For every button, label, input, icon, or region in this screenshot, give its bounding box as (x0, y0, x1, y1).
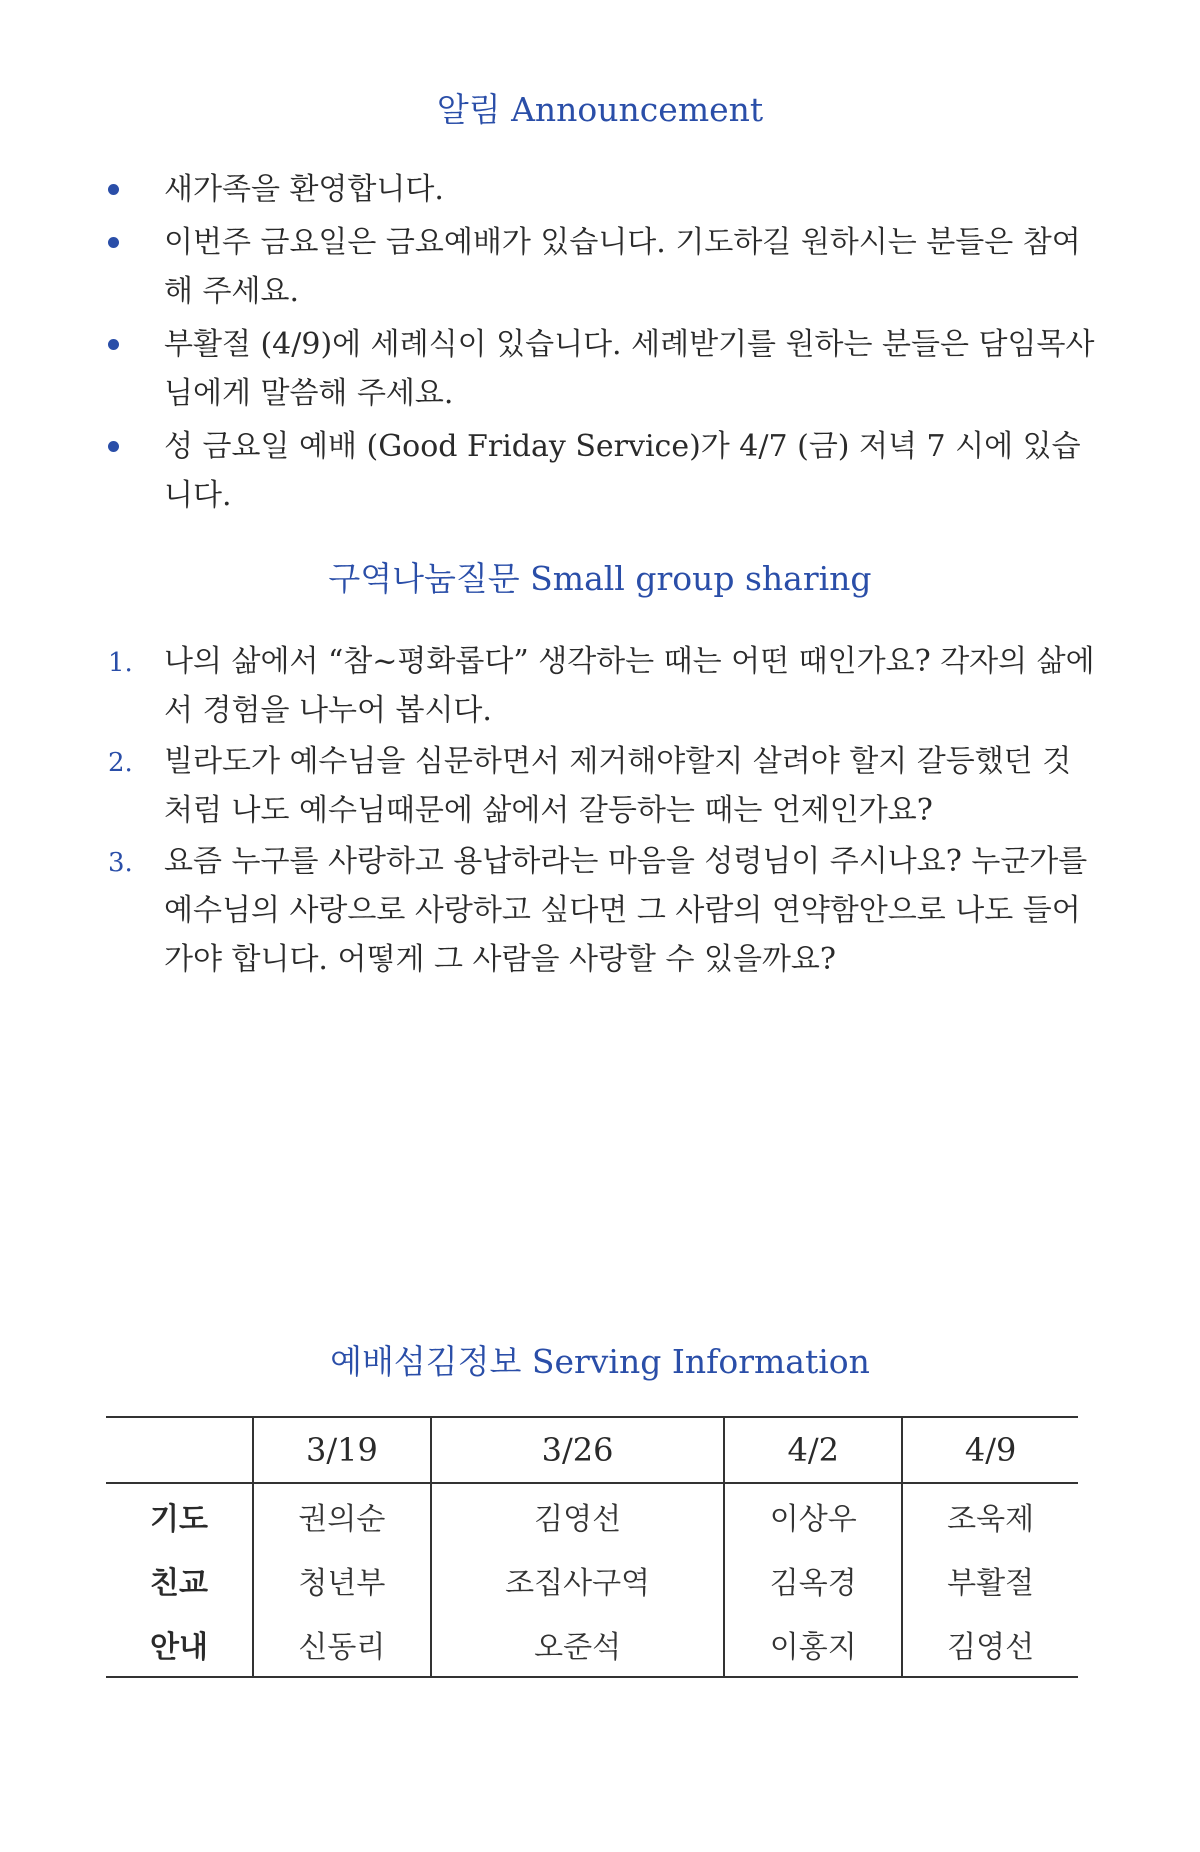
announcement-text: 새가족을 환영합니다. (164, 172, 444, 207)
announcement-heading: 알림 Announcement (436, 90, 764, 129)
list-item (108, 737, 1108, 835)
announcement-text: 성 금요일 예배 (Good Friday Service)가 4/7 (금) 저녁 7 시에 있습니다. (164, 429, 1081, 513)
table-header-row (106, 1417, 1078, 1483)
date-header: 3/19 (253, 1417, 431, 1483)
question-text: 빌라도가 예수님을 심문하면서 제거해야할지 살려야 할지 갈등했던 것 처럼 나도 예수님때문에 삶에서 갈등하는 때는 언제인가요? (164, 744, 1072, 828)
name-cell: 권의순 (253, 1483, 431, 1548)
list-item (108, 837, 1108, 984)
name-cell: 부활절 (902, 1548, 1078, 1612)
announcement-text: 부활절 (4/9)에 세례식이 있습니다. 세례받기를 원하는 분들은 담임목사님에게 말씀해 주세요. (164, 327, 1095, 411)
table-row (106, 1548, 1078, 1612)
bullet-icon (108, 339, 119, 350)
name-cell: 조집사구역 (431, 1548, 725, 1612)
list-item (108, 320, 1108, 418)
role-label: 기도 (150, 1502, 208, 1537)
announcement-text: 이번주 금요일은 금요예배가 있습니다. 기도하길 원하시는 분들은 참여해 주세요. (164, 225, 1081, 309)
name-cell: 신동리 (253, 1612, 431, 1677)
question-text: 나의 삶에서 “참~평화롭다” 생각하는 때는 어떤 때인가요? 각자의 삶에서 경험을 나누어 봅시다. (164, 644, 1095, 728)
serving-table (106, 1416, 1078, 1678)
list-item (108, 165, 1108, 214)
sharing-question-list (108, 637, 1108, 986)
name-cell: 김옥경 (724, 1548, 902, 1612)
date-header: 4/2 (724, 1417, 902, 1483)
corner-cell (106, 1417, 253, 1483)
date-header: 3/26 (431, 1417, 725, 1483)
question-number: 1. (108, 648, 133, 678)
bullet-icon (108, 237, 119, 248)
bullet-icon (108, 441, 119, 452)
list-item (108, 637, 1108, 735)
date-header: 4/9 (902, 1417, 1078, 1483)
sharing-heading: 구역나눔질문 Small group sharing (328, 559, 872, 598)
list-item (108, 218, 1108, 316)
question-number: 2. (108, 748, 133, 778)
name-cell: 김영선 (902, 1612, 1078, 1677)
table-row (106, 1612, 1078, 1677)
serving-heading: 예배섬김정보 Serving Information (330, 1342, 870, 1381)
list-item (108, 422, 1108, 520)
role-label: 친교 (150, 1566, 208, 1601)
name-cell: 청년부 (253, 1548, 431, 1612)
name-cell: 조욱제 (902, 1483, 1078, 1548)
question-number: 3. (108, 848, 133, 878)
question-text: 요즘 누구를 사랑하고 용납하라는 마음을 성령님이 주시나요? 누군가를 예수님의 사랑으로 사랑하고 싶다면 그 사람의 연약함안으로 나도 들어가야 합니다. 어떻게 그 사람을 사랑할 수 있을까요? (164, 844, 1088, 977)
name-cell: 이상우 (724, 1483, 902, 1548)
name-cell: 김영선 (431, 1483, 725, 1548)
table-row (106, 1483, 1078, 1548)
announcement-list (108, 165, 1108, 524)
name-cell: 오준석 (431, 1612, 725, 1677)
role-label: 안내 (106, 1612, 253, 1677)
name-cell: 이홍지 (724, 1612, 902, 1677)
bullet-icon (108, 184, 119, 195)
